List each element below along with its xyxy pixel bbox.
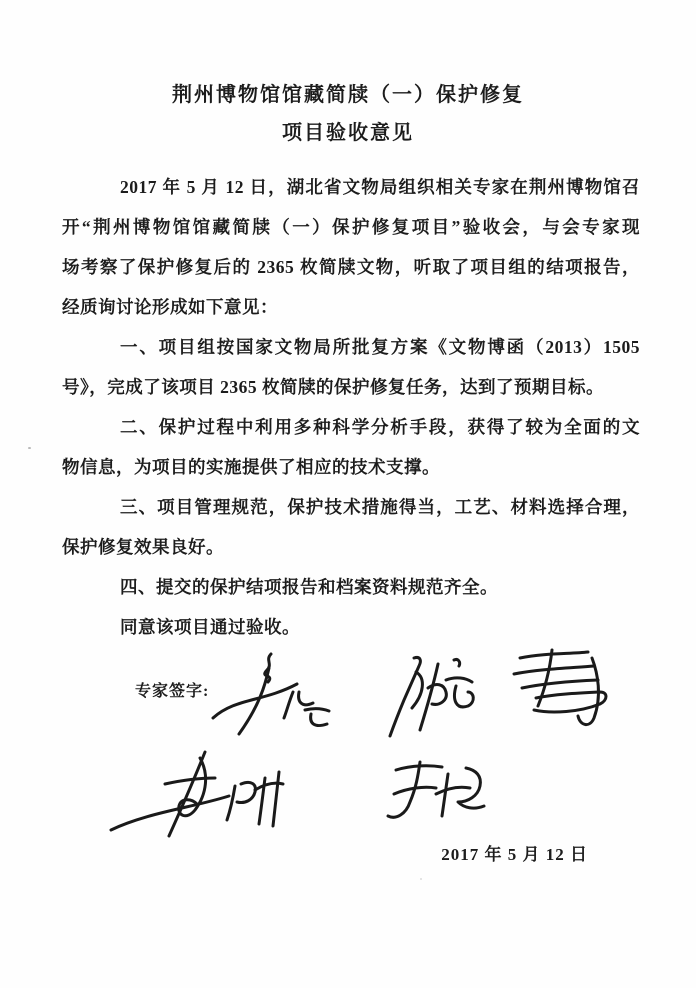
document-body [62,167,640,647]
body-line-11: 四、提交的保护结项报告和档案资料规范齐全。 [120,577,498,597]
body-line-8: 物信息，为项目的实施提供了相应的技术支撑。 [62,457,440,477]
expert-signature-5 [378,758,488,838]
expert-signature-2 [382,652,487,747]
body-line-2: 开“荆州博物馆馆藏简牍（一）保护修复项目”验收会，与会专家现 [62,217,640,237]
title-line-2: 项目验收意见 [282,122,414,144]
expert-signature-3 [492,648,617,736]
body-line-1: 2017 年 5 月 12 日，湖北省文物局组织相关专家在荆州博物馆召 [120,177,640,197]
expert-signature-label: 专家签字: [135,683,210,700]
body-line-10: 保护修复效果良好。 [62,537,224,557]
document-date: 2017 年 5 月 12 日 [441,845,588,864]
scan-speck [420,878,422,880]
body-line-7: 二、保护过程中利用多种科学分析手段，获得了较为全面的文 [120,417,640,437]
body-line-6: 号》，完成了该项目 2365 枚简牍的保护修复任务，达到了预期目标。 [62,377,604,397]
expert-signature-1 [205,648,335,748]
body-line-9: 三、项目管理规范，保护技术措施得当，工艺、材料选择合理， [120,497,640,517]
body-line-4: 经质询讨论形成如下意见： [62,297,278,317]
title-line-1: 荆州博物馆馆藏简牍（一）保护修复 [172,84,524,106]
body-line-3: 场考察了保护修复后的 2365 枚简牍文物，听取了项目组的结项报告， [62,257,640,277]
scan-speck [28,447,31,449]
expert-signature-4 [105,748,300,848]
document-title [0,76,696,152]
body-line-12: 同意该项目通过验收。 [120,617,300,637]
body-line-5: 一、项目组按国家文物局所批复方案《文物博函（2013）1505 [120,337,640,357]
